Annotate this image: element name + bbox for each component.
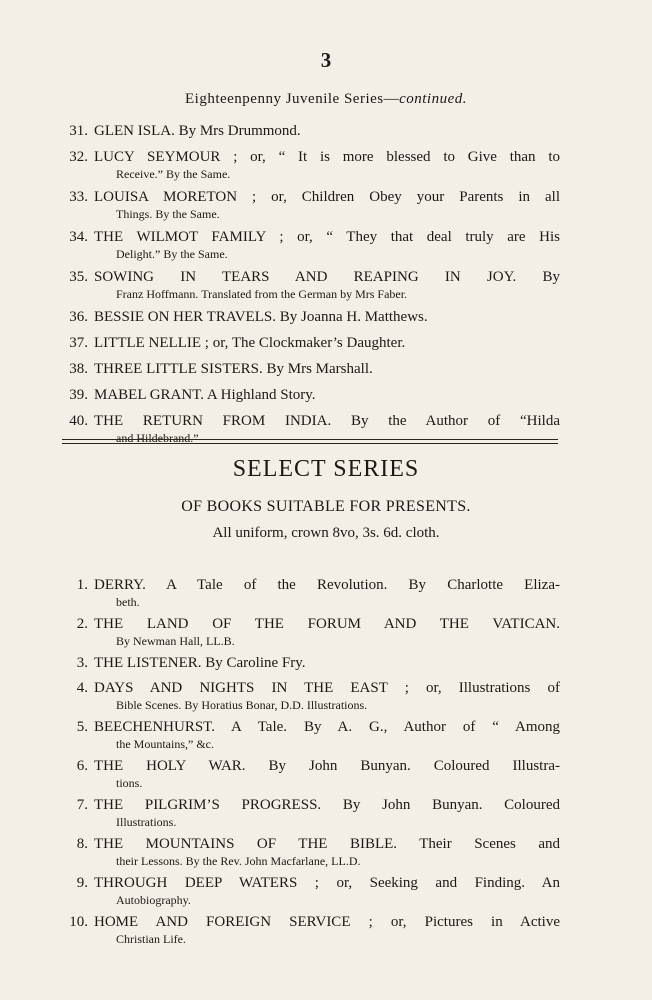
item-number: 5. [76, 719, 88, 735]
item-number: 34. [69, 229, 88, 245]
item-number: 1. [76, 577, 88, 593]
page-number: 3 [320, 48, 332, 72]
list-item [0, 575, 652, 609]
item-number: 9. [76, 875, 88, 891]
list-item [0, 653, 652, 673]
list-item [0, 678, 652, 712]
item-title: LUCY SEYMOUR ; or, “ It is more blessed to Give than to [94, 149, 560, 165]
list-item [0, 834, 652, 868]
select-series-list [0, 575, 652, 951]
item-title: THE WILMOT FAMILY ; or, “ They that deal truly are His [94, 229, 560, 245]
item-number: 7. [76, 797, 88, 813]
item-detail: Autobiography. [116, 893, 191, 907]
item-number: 38. [69, 361, 88, 377]
item-title: BESSIE ON HER TRAVELS. By Joanna H. Matthews. [94, 309, 428, 325]
section-divider [62, 439, 558, 444]
series-heading-continued: continued. [399, 91, 468, 107]
item-detail: Bible Scenes. By Horatius Bonar, D.D. Illustrations. [116, 698, 368, 712]
item-number: 3. [76, 655, 88, 671]
item-title: THE HOLY WAR. By John Bunyan. Coloured Illustra- [94, 758, 560, 774]
item-number: 2. [76, 616, 88, 632]
item-number: 39. [69, 387, 88, 403]
item-title: HOME AND FOREIGN SERVICE ; or, Pictures in Active [94, 914, 560, 930]
list-item [0, 307, 652, 327]
item-title: SOWING IN TEARS AND REAPING IN JOY. By [94, 269, 560, 285]
item-detail: Franz Hoffmann. Translated from the German by Mrs Faber. [116, 287, 408, 301]
item-number: 40. [69, 413, 88, 429]
item-title: GLEN ISLA. By Mrs Drummond. [94, 123, 301, 139]
item-title: DAYS AND NIGHTS IN THE EAST ; or, Illustrations of [94, 680, 560, 696]
list-item [0, 147, 652, 181]
item-title: BEECHENHURST. A Tale. By A. G., Author of “ Among [94, 719, 560, 735]
item-number: 31. [69, 123, 88, 139]
item-title: THROUGH DEEP WATERS ; or, Seeking and Finding. An [94, 875, 560, 891]
list-item [0, 795, 652, 829]
item-detail: Illustrations. [116, 815, 177, 829]
list-item [0, 873, 652, 907]
item-title: DERRY. A Tale of the Revolution. By Charlotte Eliza- [94, 577, 560, 593]
item-detail: the Mountains,” &c. [116, 737, 214, 751]
item-detail: Things. By the Same. [116, 207, 220, 221]
series-heading [0, 91, 652, 108]
item-detail: tions. [116, 776, 143, 790]
item-number: 8. [76, 836, 88, 852]
juvenile-series-list [0, 121, 652, 451]
item-detail: their Lessons. By the Rev. John Macfarlane, LL.D. [116, 854, 361, 868]
item-detail: By Newman Hall, LL.B. [116, 634, 235, 648]
item-title: THE MOUNTAINS OF THE BIBLE. Their Scenes and [94, 836, 560, 852]
list-item [0, 614, 652, 648]
list-item [0, 333, 652, 353]
select-series-title: SELECT SERIES [232, 456, 420, 482]
item-detail: Christian Life. [116, 932, 186, 946]
select-series-subtitle: OF BOOKS SUITABLE FOR PRESENTS. [181, 498, 471, 515]
item-number: 4. [76, 680, 88, 696]
list-item [0, 756, 652, 790]
item-title: THREE LITTLE SISTERS. By Mrs Marshall. [94, 361, 373, 377]
item-detail: beth. [116, 595, 140, 609]
select-series-note: All uniform, crown 8vo, 3s. 6d. cloth. [212, 525, 440, 541]
item-title: THE PILGRIM’S PROGRESS. By John Bunyan. Coloured [94, 797, 560, 813]
item-detail: Delight.” By the Same. [116, 247, 228, 261]
list-item [0, 385, 652, 405]
list-item [0, 227, 652, 261]
list-item [0, 912, 652, 946]
item-title: THE RETURN FROM INDIA. By the Author of “Hilda [94, 413, 560, 429]
item-number: 32. [69, 149, 88, 165]
item-title: THE LISTENER. By Caroline Fry. [94, 655, 306, 671]
item-number: 36. [69, 309, 88, 325]
item-detail: Receive.” By the Same. [116, 167, 231, 181]
list-item [0, 359, 652, 379]
item-title: LOUISA MORETON ; or, Children Obey your Parents in all [94, 189, 560, 205]
item-number: 6. [76, 758, 88, 774]
item-title: THE LAND OF THE FORUM AND THE VATICAN. [94, 616, 560, 632]
item-number: 10. [69, 914, 88, 930]
list-item [0, 121, 652, 141]
item-title: MABEL GRANT. A Highland Story. [94, 387, 316, 403]
list-item [0, 267, 652, 301]
item-detail: and Hildebrand.” [116, 431, 199, 445]
item-number: 37. [69, 335, 88, 351]
list-item [0, 187, 652, 221]
series-heading-title: Eighteenpenny Juvenile Series— [184, 91, 400, 107]
list-item [0, 717, 652, 751]
item-number: 35. [69, 269, 88, 285]
item-title: LITTLE NELLIE ; or, The Clockmaker’s Daughter. [94, 335, 406, 351]
item-number: 33. [69, 189, 88, 205]
